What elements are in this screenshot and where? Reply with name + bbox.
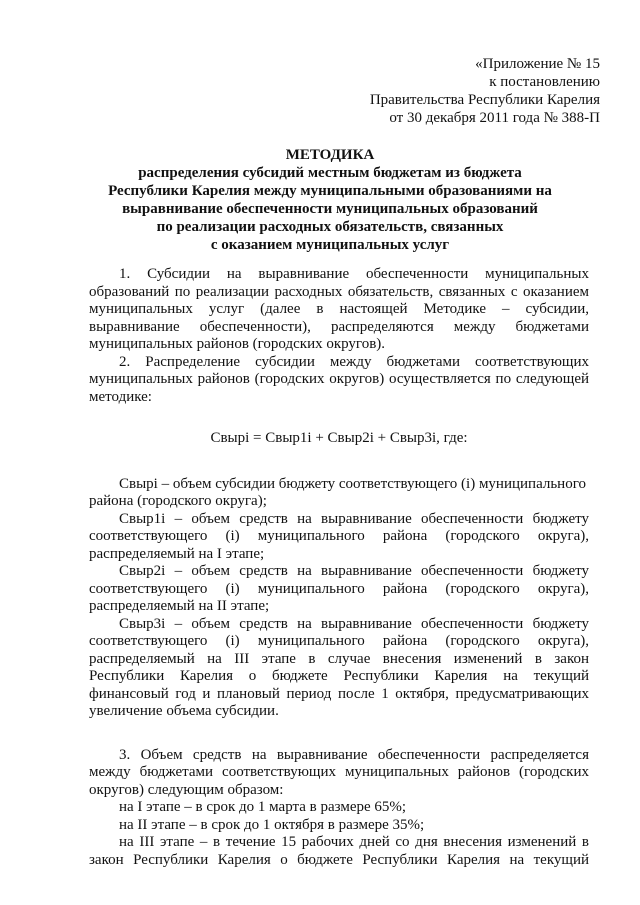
paragraph-1-line: муниципальных услуг (далее в настоящей Методике – субсидии, bbox=[89, 301, 589, 317]
paragraph-2-line: методике: bbox=[89, 388, 152, 405]
title-line: распределения субсидий местным бюджетам из бюджета bbox=[138, 165, 522, 181]
stage-line: закон Республики Карелия о бюджете Республики Карелия на текущий bbox=[89, 851, 589, 868]
definition-line: увеличение объема субсидии. bbox=[89, 703, 279, 719]
header-line: к постановлению bbox=[489, 74, 600, 90]
stage-line: на II этапе – в срок до 1 октября в размере 35%; bbox=[119, 816, 425, 833]
definition-line: финансовый год и плановый период после 1 октября, предусматривающих bbox=[89, 685, 589, 702]
title-line: Республики Карелия между муниципальными образованиями на bbox=[108, 183, 552, 199]
paragraph-3-line: между бюджетами соответствующих муниципальных районов (городских bbox=[89, 764, 589, 780]
formula: Свырi = Свыр1i + Свыр2i + Свыр3i, где: bbox=[210, 430, 468, 446]
definition-line: соответствующего (i) муниципального района (городского округа), bbox=[89, 633, 589, 649]
definition-line: распределяемый на I этапе; bbox=[89, 545, 265, 562]
document-title bbox=[60, 146, 600, 254]
paragraph-1-line: образований по реализации расходных обязательств, связанных с оказанием bbox=[89, 283, 589, 300]
appendix-header bbox=[370, 55, 600, 127]
header-line: «Приложение № 15 bbox=[475, 56, 600, 72]
title-heading: МЕТОДИКА bbox=[285, 147, 375, 163]
paragraph-3-line: 3. Объем средств на выравнивание обеспеченности распределяется bbox=[119, 746, 589, 763]
paragraph-3-line: округов) следующим образом: bbox=[89, 781, 284, 798]
definition-line: Свыр3i – объем средств на выравнивание обеспеченности бюджету bbox=[119, 615, 589, 632]
spacer bbox=[89, 721, 589, 747]
definition-line: распределяемый на III этапе в случае внесения изменений в закон bbox=[89, 650, 589, 667]
definition-line: соответствующего (i) муниципального района (городского округа), bbox=[89, 580, 589, 597]
definition-line: Свыр2i – объем средств на выравнивание обеспеченности бюджету bbox=[119, 563, 589, 579]
paragraph-1-line: выравнивание обеспеченности), распределяются между бюджетами bbox=[89, 318, 589, 335]
paragraph-1-line: 1. Субсидии на выравнивание обеспеченности муниципальных bbox=[119, 266, 589, 282]
stage-line: на III этапе – в течение 15 рабочих дней со дня внесения изменений в bbox=[119, 834, 589, 850]
stage-line: на I этапе – в срок до 1 марта в размере 65%; bbox=[119, 799, 407, 815]
paragraph-1-line: муниципальных районов (городских округов). bbox=[89, 336, 386, 352]
title-line: по реализации расходных обязательств, связанных bbox=[156, 219, 504, 235]
definition-line: Республики Карелия о бюджете Республики Карелия на текущий bbox=[89, 668, 589, 684]
paragraph-2-line: 2. Распределение субсидии между бюджетами соответствующих bbox=[119, 353, 589, 370]
paragraph-2-line: муниципальных районов (городских округов) осуществляется по следующей bbox=[89, 371, 589, 387]
definition-line: Свыр1i – объем средств на выравнивание обеспеченности бюджету bbox=[119, 510, 589, 527]
header-line: Правительства Республики Карелия bbox=[369, 92, 600, 108]
header-line: от 30 декабря 2011 года № 388-П bbox=[389, 110, 600, 126]
definition-line: Свырi – объем субсидии бюджету соответствующего (i) муниципального bbox=[119, 475, 586, 492]
document-body bbox=[89, 266, 589, 869]
definition-line: района (городского округа); bbox=[89, 493, 267, 509]
definition-line: соответствующего (i) муниципального района (городского округа), bbox=[89, 528, 589, 544]
title-line: выравнивание обеспеченности муниципальных образований bbox=[122, 201, 538, 217]
title-line: с оказанием муниципальных услуг bbox=[210, 237, 450, 253]
definition-line: распределяемый на II этапе; bbox=[89, 598, 270, 614]
